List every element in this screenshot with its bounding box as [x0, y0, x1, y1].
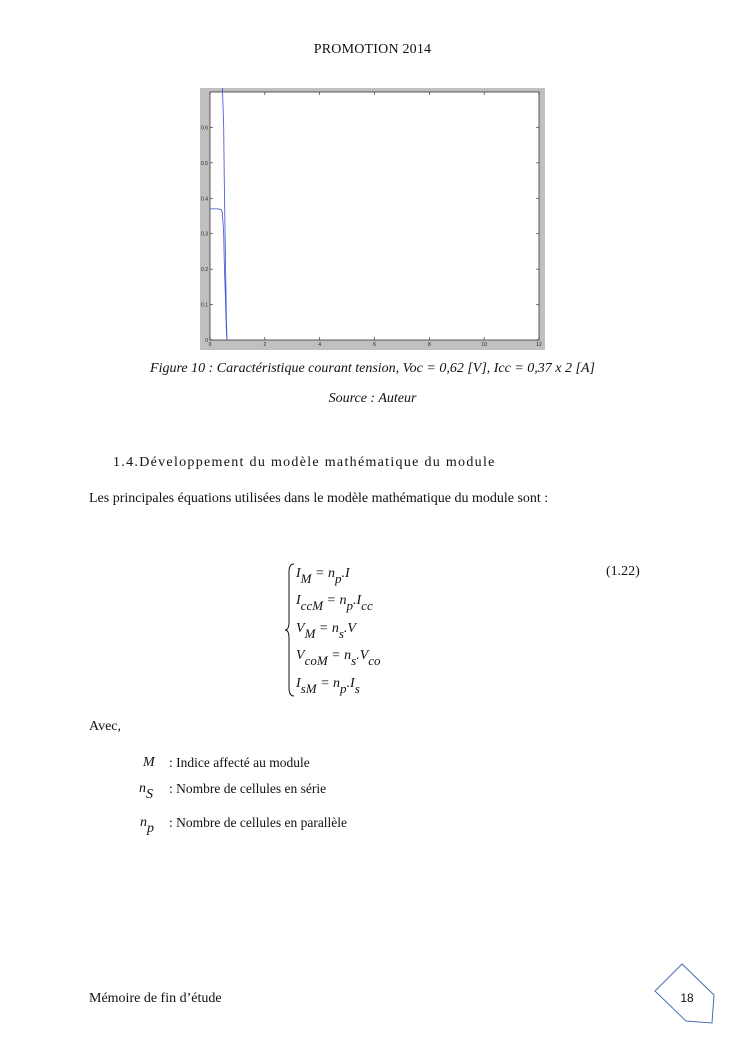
y-tick-label: 0.1	[201, 302, 208, 309]
equation-line: $I_{sM} = n_p.I_s$	[296, 676, 360, 696]
page-footer: Mémoire de fin d’étude	[89, 991, 222, 1006]
x-tick-label: 2	[263, 342, 267, 348]
y-tick-label: 0.2	[201, 267, 208, 274]
equation-number: (1.22)	[606, 564, 640, 579]
x-tick-label: 12	[536, 342, 542, 348]
section-heading	[113, 455, 496, 471]
equation-line: $V_{coM} = n_s.V_{co}$	[296, 648, 381, 668]
equation-line: $V_M = n_s.V$	[296, 621, 356, 641]
equation-line: $I_{ccM} = n_p.I_{cc}$	[296, 593, 373, 613]
definition-text: : Indice affecté au module	[169, 755, 310, 770]
section-number: 1.4.	[113, 455, 140, 470]
x-tick-label: 0	[208, 342, 212, 348]
plot-area	[210, 92, 539, 340]
section-title: Développement du modèle mathématique du module	[139, 455, 496, 470]
y-tick-label: 0.4	[201, 196, 208, 203]
definition-text: : Nombre de cellules en série	[169, 781, 327, 796]
y-tick-label: 0.6	[201, 125, 208, 132]
intro-paragraph: Les principales équations utilisées dans le modèle mathématique du module sont :	[89, 491, 549, 506]
definition-symbol: $n_p$	[140, 815, 154, 836]
figure-current-voltage	[200, 88, 545, 350]
avec-label: Avec,	[89, 719, 121, 734]
chart-svg	[200, 88, 545, 350]
figure-source: Source : Auteur	[328, 391, 417, 406]
page-number: 18	[680, 991, 694, 1005]
definition-symbol: M	[143, 755, 155, 770]
equation-line: $I_M = n_p.I$	[296, 566, 350, 586]
definition-text: : Nombre de cellules en parallèle	[169, 815, 348, 830]
page-header: PROMOTION 2014	[313, 42, 432, 57]
y-tick-label: 0	[205, 338, 208, 344]
figure-caption: Figure 10 : Caractéristique courant tension, Voc = 0,62 [V], Icc = 0,37 x 2 [A]	[150, 361, 595, 376]
x-tick-label: 6	[373, 342, 376, 348]
y-tick-label: 0.5	[201, 160, 208, 167]
x-tick-label: 4	[318, 342, 322, 348]
definition-symbol: $n_S$	[139, 781, 153, 802]
x-tick-label: 10	[481, 342, 487, 348]
equation-brace	[284, 562, 296, 698]
x-tick-label: 8	[427, 342, 431, 348]
y-tick-label: 0.3	[201, 231, 208, 238]
